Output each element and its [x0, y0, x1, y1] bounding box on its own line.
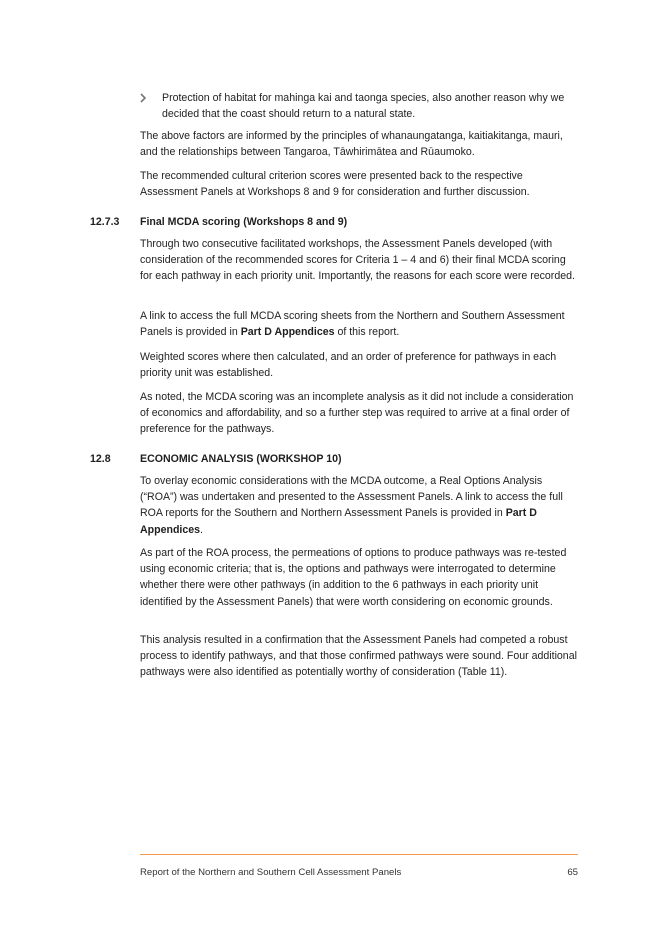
economic-paragraph-2: As part of the ROA process, the permeations of options to produce pathways was re-tested using economic criteria; that is, the options and pathways were interrogated to determine whether there were other pathways (in addition to the 6 pathways in each priority unit identified by the Assessment Panels) that were worth considering on economic grounds.: [140, 547, 567, 608]
appendix-reference: Part D Appendices: [240, 326, 335, 339]
section-title: Final MCDA scoring (Workshops 8 and 9): [140, 216, 348, 228]
intro-paragraph-2: The recommended cultural criterion scores were presented back to the respective Assessment Panels at Workshops 8 and 9 for consideration and further discussion.: [140, 170, 530, 199]
appendix-reference: Part D Appendices: [140, 507, 537, 536]
mcda-paragraph-4: As noted, the MCDA scoring was an incomplete analysis as it did not include a consideration of economics and affordability, and so a further step was required to arrive at a final order of preference for the pathways.: [140, 391, 574, 436]
economic-paragraph-3: This analysis resulted in a confirmation that the Assessment Panels had competed a robust process to identify pathways, and that those confirmed pathways were sound. Four additional pathways were also identified as potentially worthy of consideration (Table 11).: [140, 634, 577, 679]
footer-divider: [140, 854, 578, 855]
mcda-paragraph-3: Weighted scores where then calculated, and an order of preference for pathways in each priority unit was established.: [140, 351, 557, 380]
page-number: 65: [567, 867, 578, 878]
footer-title: Report of the Northern and Southern Cell Assessment Panels: [140, 867, 402, 878]
section-number: 12.7.3: [90, 216, 120, 228]
chevron-right-icon: [138, 90, 148, 106]
economic-paragraph-1: To overlay economic considerations with the MCDA outcome, a Real Options Analysis (“ROA”) was undertaken and presented to the Assessment Panels. A link to access the full ROA reports for the Southern and Northern Assessment Panels is provided in Part D Appendices.: [140, 475, 563, 536]
mcda-paragraph-2: A link to access the full MCDA scoring sheets from the Northern and Southern Assessment Panels is provided in Part D Appendices of this report.: [140, 310, 565, 339]
bullet-item: [138, 90, 578, 122]
section-number: 12.8: [90, 453, 111, 465]
intro-paragraph-1: The above factors are informed by the principles of whanaungatanga, kaitiakitanga, mauri, and the relationships between Tangaroa, Tāwhirimātea and Rūaumoko.: [140, 130, 563, 159]
section-title: ECONOMIC ANALYSIS (WORKSHOP 10): [140, 453, 342, 465]
mcda-paragraph-1: Through two consecutive facilitated workshops, the Assessment Panels developed (with consideration of the recommended scores for Criteria 1 – 4 and 6) their final MCDA scoring for each pathway in each priority unit. Importantly, the reasons for each score were recorded.: [140, 238, 575, 283]
bullet-text: Protection of habitat for mahinga kai and taonga species, also another reason why we decided that the coast should return to a natural state.: [162, 92, 565, 121]
